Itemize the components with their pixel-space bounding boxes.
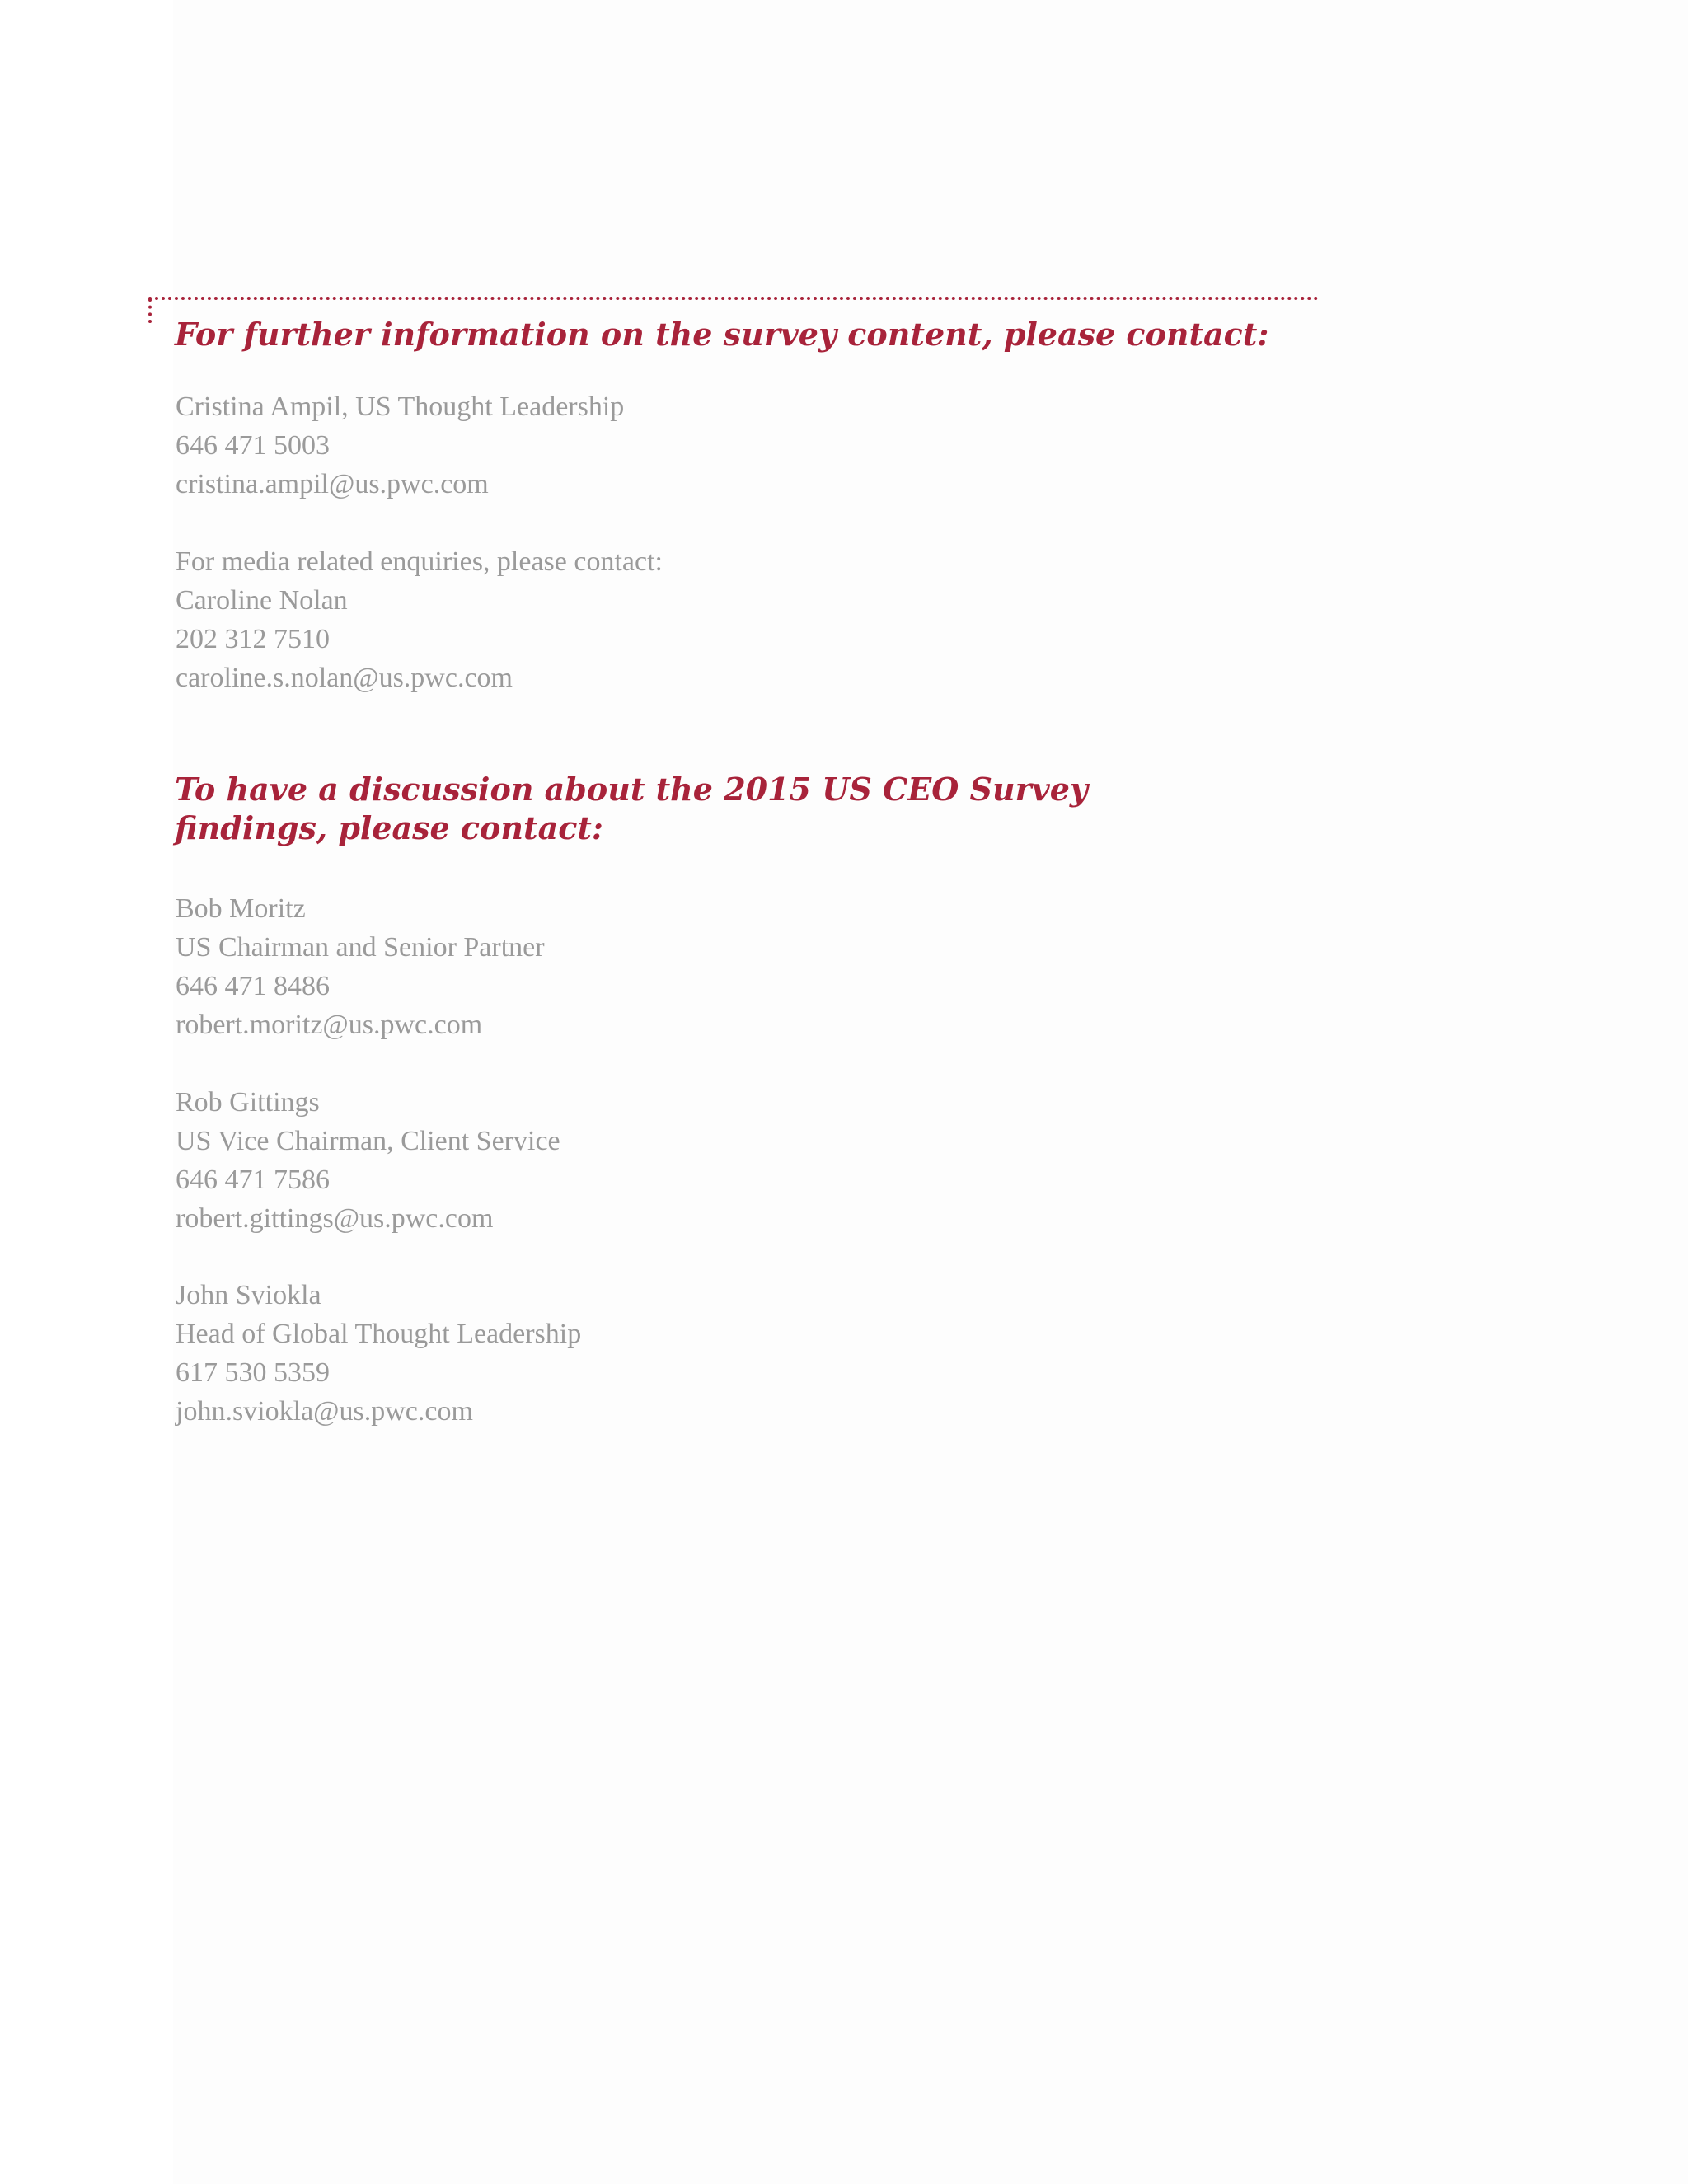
contact-title: US Chairman and Senior Partner (176, 932, 545, 963)
contact-block-moritz (176, 889, 545, 1044)
contact-title: Head of Global Thought Leadership (176, 1319, 582, 1349)
contact-name: John Sviokla (176, 1280, 321, 1310)
media-contact-block (176, 542, 663, 697)
contact-email[interactable]: john.sviokla@us.pwc.com (176, 1396, 473, 1427)
contact-phone: 617 530 5359 (176, 1357, 330, 1388)
dotted-divider-tick (148, 298, 152, 323)
contact-phone: 202 312 7510 (176, 624, 330, 654)
media-intro: For media related enquiries, please contact: (176, 546, 663, 577)
contact-block-sviokla (176, 1276, 581, 1431)
contact-email[interactable]: cristina.ampil@us.pwc.com (176, 469, 489, 499)
survey-content-heading: For further information on the survey content, please contact: (175, 316, 1269, 353)
contact-phone: 646 471 8486 (176, 971, 330, 1001)
contact-phone: 646 471 7586 (176, 1165, 330, 1195)
heading-line: findings, please contact: (175, 809, 603, 846)
contact-title: US Vice Chairman, Client Service (176, 1126, 560, 1156)
contact-email[interactable]: robert.gittings@us.pwc.com (176, 1203, 494, 1234)
contact-name-title: Cristina Ampil, US Thought Leadership (176, 391, 625, 422)
contact-phone: 646 471 5003 (176, 430, 330, 461)
contact-email[interactable]: caroline.s.nolan@us.pwc.com (176, 663, 513, 693)
content-contact-block (176, 387, 624, 504)
dotted-divider (148, 297, 1319, 300)
contact-name: Rob Gittings (176, 1087, 320, 1118)
heading-line: To have a discussion about the 2015 US CEO Survey (175, 771, 1088, 808)
discussion-heading (175, 770, 1088, 847)
contact-block-gittings (176, 1083, 560, 1238)
contact-email[interactable]: robert.moritz@us.pwc.com (176, 1010, 483, 1040)
contact-name: Bob Moritz (176, 893, 306, 924)
contact-name: Caroline Nolan (176, 585, 348, 616)
